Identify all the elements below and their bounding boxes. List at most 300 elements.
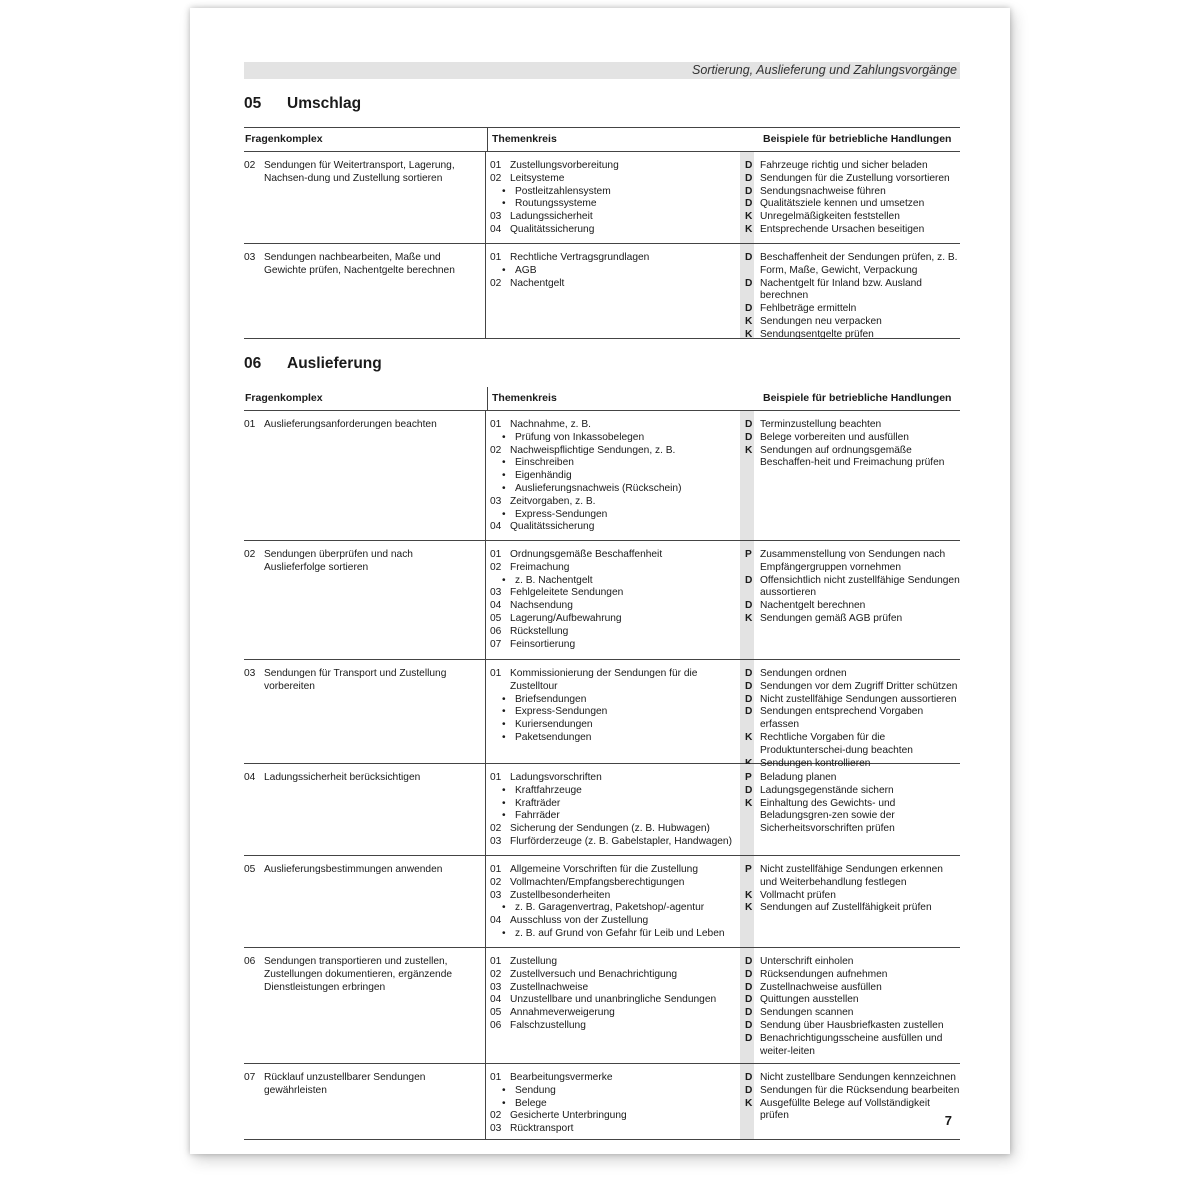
topic-item: [490, 772, 740, 785]
topic-text: Ordnungsgemäße Beschaffenheit: [510, 549, 663, 560]
topic-bullet-text: Kuriersendungen: [515, 719, 593, 731]
bullet-icon: •: [502, 1097, 506, 1109]
bullet-icon: •: [502, 797, 506, 809]
topic-number: 02: [490, 823, 502, 835]
topic-text: Rücktransport: [510, 1123, 574, 1135]
action-level-letter: D: [745, 981, 753, 993]
bullet-icon: •: [502, 482, 506, 494]
topic-item: [490, 445, 740, 458]
fragenkomplex-text: Auslieferungsanforderungen beachten: [264, 419, 437, 430]
topic-bullet-text: Kraftfahrzeuge: [515, 784, 582, 796]
topic-number: 07: [490, 638, 502, 650]
topic-number: 01: [490, 252, 502, 263]
bullet-icon: •: [502, 693, 506, 705]
topic-item: [490, 1072, 740, 1085]
action-item: [743, 969, 960, 982]
action-text: Zustellnachweise ausfüllen: [760, 981, 882, 993]
topic-bullet-item: [490, 732, 740, 745]
topic-bullet-item: [490, 509, 740, 522]
fragenkomplex-cell: [244, 541, 486, 659]
column-header-beispiele: Beispiele für betriebliche Handlungen: [763, 392, 952, 404]
fragenkomplex-number: 03: [244, 668, 256, 679]
topic-item: [490, 224, 740, 237]
action-item: [743, 1098, 960, 1124]
themenkreis-cell: [486, 152, 740, 243]
topic-bullet-text: Express-Sendungen: [515, 508, 608, 520]
action-item: [743, 681, 960, 694]
topic-bullet-text: z. B. Nachentgelt: [515, 574, 593, 586]
topic-number: 01: [490, 772, 502, 783]
bullet-icon: •: [502, 185, 506, 197]
topic-item: [490, 549, 740, 562]
topic-bullet-item: [490, 694, 740, 707]
action-text: Benachrichtigungsscheine ausfüllen und weiter-leiten: [760, 1032, 943, 1057]
topic-text: Freimachung: [510, 561, 570, 573]
action-level-letter: D: [745, 419, 753, 430]
topic-item: [490, 419, 740, 432]
topic-text: Zustellungsvorbereitung: [510, 160, 619, 171]
topic-number: 02: [490, 561, 502, 573]
action-level-letter: D: [745, 956, 753, 967]
topic-item: [490, 252, 740, 265]
action-item: [743, 772, 960, 785]
topic-number: 04: [490, 223, 502, 235]
topic-number: 04: [490, 521, 502, 533]
action-text: Quittungen ausstellen: [760, 994, 859, 1006]
section-name: Umschlag: [287, 95, 362, 112]
action-level-letter: D: [745, 680, 753, 692]
topic-bullet-text: Fahrräder: [515, 810, 560, 822]
topic-bullet-text: Briefsendungen: [515, 693, 587, 705]
topic-number: 02: [490, 172, 502, 184]
action-level-letter: D: [745, 160, 753, 171]
table-row: [244, 152, 960, 244]
topic-bullet-text: Postleitzahlensystem: [515, 185, 611, 197]
table-row: [244, 856, 960, 948]
topic-text: Annahmeverweigerung: [510, 1007, 615, 1019]
fragenkomplex-number: 04: [244, 772, 256, 783]
topic-bullet-item: [490, 719, 740, 732]
action-text: Fahrzeuge richtig und sicher beladen: [760, 160, 928, 171]
fragenkomplex-cell: [244, 244, 486, 338]
action-item: [743, 419, 960, 432]
topic-bullet-text: Express-Sendungen: [515, 706, 608, 718]
fragenkomplex-number: 03: [244, 252, 256, 263]
action-text: Nicht zustellfähige Sendungen aussortieren: [760, 693, 957, 705]
action-item: [743, 613, 960, 626]
action-list: [745, 764, 960, 855]
topic-item: [490, 639, 740, 652]
action-level-letter: K: [745, 612, 753, 624]
fragenkomplex-cell: [244, 856, 486, 947]
action-item: [743, 890, 960, 903]
topic-item: [490, 587, 740, 600]
action-level-letter: D: [745, 252, 753, 263]
topic-item: [490, 877, 740, 890]
action-item: [743, 303, 960, 316]
action-text: Zusammenstellung von Sendungen nach Empfängergruppen vornehmen: [760, 549, 946, 573]
action-level-letter: D: [745, 1032, 753, 1044]
topic-item: [490, 915, 740, 928]
action-level-letter: P: [745, 864, 752, 875]
topic-text: Kommissionierung der Sendungen für die Zustelltour: [510, 668, 698, 692]
topic-number: 03: [490, 587, 502, 599]
topic-text: Ausschluss von der Zustellung: [510, 915, 649, 927]
topic-item: [490, 1110, 740, 1123]
topic-number: 06: [490, 1019, 502, 1031]
column-header-themenkreis: Themenkreis: [492, 133, 557, 145]
topic-number: 02: [490, 277, 502, 289]
action-text: Ladungsgegenstände sichern: [760, 784, 894, 796]
topic-bullet-item: [490, 706, 740, 719]
action-text: Nachentgelt berechnen: [760, 600, 866, 612]
topic-text: Nachentgelt: [510, 277, 565, 289]
topic-number: 03: [490, 835, 502, 847]
topic-text: Nachnahme, z. B.: [510, 419, 591, 430]
topic-bullet-text: Belege: [515, 1097, 547, 1109]
action-text: Rechtliche Vorgaben für die Produktunterschei-dung beachten: [760, 731, 913, 756]
bullet-icon: •: [502, 470, 506, 482]
action-text: Terminzustellung beachten: [760, 419, 882, 430]
topic-text: Rückstellung: [510, 625, 569, 637]
topic-bullet-item: [490, 198, 740, 211]
topic-item: [490, 1123, 740, 1136]
topic-text: Leitsysteme: [510, 172, 565, 184]
topic-item: [490, 600, 740, 613]
beispiele-cell: [740, 856, 960, 947]
topic-number: 03: [490, 211, 502, 223]
action-text: Rücksendungen aufnehmen: [760, 968, 888, 980]
topic-item: [490, 613, 740, 626]
themenkreis-cell: [486, 660, 740, 763]
topic-item: [490, 823, 740, 836]
topic-text: Rechtliche Vertragsgrundlagen: [510, 252, 650, 263]
topic-text: Unzustellbare und unanbringliche Sendungen: [510, 994, 717, 1006]
bullet-icon: •: [502, 810, 506, 822]
action-text: Fehlbeträge ermitteln: [760, 303, 857, 315]
action-item: [743, 982, 960, 995]
action-item: [743, 600, 960, 613]
bullet-icon: •: [502, 574, 506, 586]
beispiele-cell: [740, 152, 960, 243]
action-level-letter: K: [745, 328, 753, 340]
topic-number: 01: [490, 956, 502, 967]
action-text: Sendung über Hausbriefkasten zustellen: [760, 1019, 944, 1031]
fragenkomplex-number: 01: [244, 419, 256, 430]
topic-text: Ladungssicherheit: [510, 211, 593, 223]
action-text: Sendungen neu verpacken: [760, 315, 882, 327]
fragenkomplex-number: 02: [244, 549, 256, 560]
fragenkomplex-text: Sendungen nachbearbeiten, Maße und Gewichte prüfen, Nachentgelte berechnen: [264, 252, 455, 276]
beispiele-cell: [740, 660, 960, 769]
topic-bullet-text: Routungssysteme: [515, 198, 597, 210]
topic-bullet-text: Eigenhändig: [515, 470, 572, 482]
topic-number: 02: [490, 1110, 502, 1122]
themenkreis-cell: [486, 541, 740, 659]
topic-number: 02: [490, 876, 502, 888]
action-level-letter: K: [745, 444, 753, 456]
topic-bullet-item: [490, 483, 740, 496]
topic-bullet-item: [490, 470, 740, 483]
topic-bullet-text: Prüfung von Inkassobelegen: [515, 431, 645, 443]
bullet-icon: •: [502, 706, 506, 718]
topic-bullet-text: Einschreiben: [515, 457, 574, 469]
action-level-letter: D: [745, 1084, 753, 1096]
topic-bullet-item: [490, 457, 740, 470]
topic-item: [490, 521, 740, 534]
fragenkomplex-number: 02: [244, 160, 256, 171]
action-list: [745, 152, 960, 243]
topic-text: Zustellnachweise: [510, 981, 589, 993]
action-item: [743, 252, 960, 278]
topic-number: 05: [490, 612, 502, 624]
topic-bullet-item: [490, 432, 740, 445]
action-text: Nachentgelt für Inland bzw. Ausland berechnen: [760, 277, 922, 302]
topic-number: 04: [490, 994, 502, 1006]
fragenkomplex-cell: [244, 1064, 486, 1139]
bullet-icon: •: [502, 431, 506, 443]
action-item: [743, 706, 960, 732]
beispiele-cell: [740, 948, 960, 1063]
topic-item: [490, 969, 740, 982]
action-item: [743, 902, 960, 915]
topic-text: Fehlgeleitete Sendungen: [510, 587, 624, 599]
topic-number: 01: [490, 160, 502, 171]
topic-text: Qualitätssicherung: [510, 521, 595, 533]
column-header: [244, 127, 960, 152]
topic-text: Allgemeine Vorschriften für die Zustellung: [510, 864, 699, 875]
topic-number: 01: [490, 419, 502, 430]
fragenkomplex-number: 06: [244, 956, 256, 967]
fragenkomplex-text: Sendungen transportieren und zustellen, Zustellungen dokumentieren, ergänzende Dienstleistungen erbringen: [264, 956, 453, 993]
action-level-letter: D: [745, 172, 753, 184]
topic-bullet-item: [490, 785, 740, 798]
topic-bullet-item: [490, 810, 740, 823]
fragenkomplex-text: Sendungen für Weitertransport, Lagerung, Nachsen-dung und Zustellung sortieren: [264, 160, 455, 184]
action-item: [743, 186, 960, 199]
running-header: Sortierung, Auslieferung und Zahlungsvorgänge: [244, 62, 960, 79]
beispiele-cell: [740, 1064, 960, 1139]
action-level-letter: D: [745, 994, 753, 1006]
bullet-icon: •: [502, 1084, 506, 1096]
themenkreis-cell: [486, 948, 740, 1063]
topic-item: [490, 1020, 740, 1033]
action-text: Entsprechende Ursachen beseitigen: [760, 223, 925, 235]
bullet-icon: •: [502, 508, 506, 520]
action-text: Unregelmäßigkeiten feststellen: [760, 211, 900, 223]
topic-bullet-item: [490, 902, 740, 915]
topic-number: 04: [490, 600, 502, 612]
topic-bullet-text: Paketsendungen: [515, 731, 592, 743]
table-row: [244, 411, 960, 541]
action-list: [745, 244, 960, 340]
topic-item: [490, 994, 740, 1007]
bullet-icon: •: [502, 731, 506, 743]
fragenkomplex-text: Sendungen für Transport und Zustellung vorbereiten: [264, 668, 447, 692]
beispiele-cell: [740, 411, 960, 540]
topic-number: 02: [490, 444, 502, 456]
table-row: [244, 244, 960, 339]
action-item: [743, 432, 960, 445]
action-item: [743, 160, 960, 173]
fragenkomplex-cell: [244, 152, 486, 243]
action-text: Nicht zustellbare Sendungen kennzeichnen: [760, 1072, 956, 1083]
topic-bullet-item: [490, 1085, 740, 1098]
action-level-letter: D: [745, 600, 753, 612]
action-level-letter: K: [745, 797, 753, 809]
column-header: [244, 387, 960, 411]
action-level-letter: D: [745, 784, 753, 796]
action-text: Sendungen für die Rücksendung bearbeiten: [760, 1084, 960, 1096]
topic-text: Falschzustellung: [510, 1019, 586, 1031]
action-level-letter: K: [745, 1097, 753, 1109]
action-list: [745, 856, 960, 947]
topic-text: Bearbeitungsvermerke: [510, 1072, 613, 1083]
column-header-fragenkomplex: Fragenkomplex: [244, 387, 488, 410]
action-level-letter: P: [745, 772, 752, 783]
topic-text: Zustellversuch und Benachrichtigung: [510, 968, 678, 980]
action-level-letter: K: [745, 315, 753, 327]
topic-item: [490, 160, 740, 173]
section-name: Auslieferung: [287, 355, 382, 372]
action-item: [743, 668, 960, 681]
themenkreis-cell: [486, 856, 740, 947]
section-number: 06: [244, 355, 262, 372]
topic-number: 04: [490, 915, 502, 927]
action-item: [743, 575, 960, 601]
fragenkomplex-text: Rücklauf unzustellbarer Sendungen gewährleisten: [264, 1072, 426, 1096]
bullet-icon: •: [502, 457, 506, 469]
topic-item: [490, 1007, 740, 1020]
column-header-beispiele: Beispiele für betriebliche Handlungen: [763, 133, 952, 145]
topic-bullet-item: [490, 186, 740, 199]
action-list: [745, 948, 960, 1063]
topic-number: 03: [490, 889, 502, 901]
action-level-letter: K: [745, 211, 753, 223]
action-item: [743, 549, 960, 575]
action-item: [743, 445, 960, 471]
topic-bullet-item: [490, 575, 740, 588]
action-level-letter: D: [745, 706, 753, 718]
action-text: Sendungen auf Zustellfähigkeit prüfen: [760, 902, 932, 914]
topic-bullet-text: AGB: [515, 264, 537, 276]
action-level-letter: D: [745, 574, 753, 586]
action-item: [743, 278, 960, 304]
topic-number: 02: [490, 968, 502, 980]
action-list: [745, 660, 960, 769]
action-level-letter: K: [745, 902, 753, 914]
topic-bullet-text: Krafträder: [515, 797, 561, 809]
action-text: Nicht zustellfähige Sendungen erkennen und Weiterbehandlung festlegen: [760, 864, 943, 888]
topic-number: 01: [490, 668, 502, 679]
topic-text: Sicherung der Sendungen (z. B. Hubwagen): [510, 823, 710, 835]
topic-text: Zustellbesonderheiten: [510, 889, 611, 901]
action-text: Sendungsnachweise führen: [760, 185, 886, 197]
topic-number: 03: [490, 495, 502, 507]
action-level-letter: D: [745, 198, 753, 210]
topic-bullet-item: [490, 265, 740, 278]
topic-text: Qualitätssicherung: [510, 223, 595, 235]
action-text: Beladung planen: [760, 772, 837, 783]
themenkreis-cell: [486, 411, 740, 540]
topic-number: 03: [490, 1123, 502, 1135]
topic-bullet-item: [490, 1098, 740, 1111]
topic-bullet-text: Sendung: [515, 1084, 556, 1096]
table-row: [244, 764, 960, 856]
action-level-letter: D: [745, 668, 753, 679]
fragenkomplex-cell: [244, 411, 486, 540]
topic-item: [490, 864, 740, 877]
action-text: Unterschrift einholen: [760, 956, 854, 967]
topic-text: Zustellung: [510, 956, 558, 967]
topic-item: [490, 496, 740, 509]
action-text: Einhaltung des Gewichts- und Beladungsgren-zen sowie der Sicherheitsvorschriften prüfen: [760, 797, 896, 835]
section-number: 05: [244, 95, 262, 112]
action-item: [743, 732, 960, 758]
bullet-icon: •: [502, 198, 506, 210]
topic-item: [490, 982, 740, 995]
action-item: [743, 1020, 960, 1033]
action-text: Belege vorbereiten und ausfüllen: [760, 431, 909, 443]
topic-text: Zeitvorgaben, z. B.: [510, 495, 596, 507]
themenkreis-cell: [486, 764, 740, 855]
action-item: [743, 994, 960, 1007]
action-text: Offensichtlich nicht zustellfähige Sendungen aussortieren: [760, 574, 960, 599]
topic-text: Gesicherte Unterbringung: [510, 1110, 627, 1122]
topic-text: Flurförderzeuge (z. B. Gabelstapler, Handwagen): [510, 835, 732, 847]
action-item: [743, 211, 960, 224]
action-level-letter: K: [745, 223, 753, 235]
action-text: Beschaffenheit der Sendungen prüfen, z. B. Form, Maße, Gewicht, Verpackung: [760, 252, 958, 276]
themenkreis-cell: [486, 1064, 740, 1139]
action-item: [743, 1007, 960, 1020]
action-item: [743, 694, 960, 707]
action-text: Vollmacht prüfen: [760, 889, 836, 901]
topic-number: 06: [490, 625, 502, 637]
table-row: [244, 948, 960, 1064]
fragenkomplex-number: 07: [244, 1072, 256, 1083]
fragenkomplex-number: 05: [244, 864, 256, 875]
action-level-letter: D: [745, 1007, 753, 1019]
beispiele-cell: [740, 244, 960, 338]
action-item: [743, 1085, 960, 1098]
topic-item: [490, 211, 740, 224]
topic-text: Feinsortierung: [510, 638, 576, 650]
fragenkomplex-cell: [244, 660, 486, 763]
action-item: [743, 798, 960, 836]
action-item: [743, 1033, 960, 1059]
topic-text: Nachweispflichtige Sendungen, z. B.: [510, 444, 676, 456]
action-text: Sendungen scannen: [760, 1007, 854, 1019]
action-text: Sendungsentgelte prüfen: [760, 328, 874, 340]
action-item: [743, 956, 960, 969]
topic-bullet-item: [490, 928, 740, 941]
action-text: Sendungen für die Zustellung vorsortieren: [760, 172, 950, 184]
topic-bullet-text: z. B. Garagenvertrag, Paketshop/-agentur: [515, 902, 705, 914]
action-list: [745, 541, 960, 659]
topic-number: 05: [490, 1007, 502, 1019]
action-text: Sendungen kontrollieren: [760, 757, 871, 769]
action-level-letter: D: [745, 1072, 753, 1083]
action-text: Qualitätsziele kennen und umsetzen: [760, 198, 925, 210]
action-item: [743, 1072, 960, 1085]
sections-container: [244, 93, 960, 1140]
topic-item: [490, 562, 740, 575]
action-text: Sendungen ordnen: [760, 668, 847, 679]
themenkreis-cell: [486, 244, 740, 338]
action-level-letter: D: [745, 277, 753, 289]
action-item: [743, 785, 960, 798]
